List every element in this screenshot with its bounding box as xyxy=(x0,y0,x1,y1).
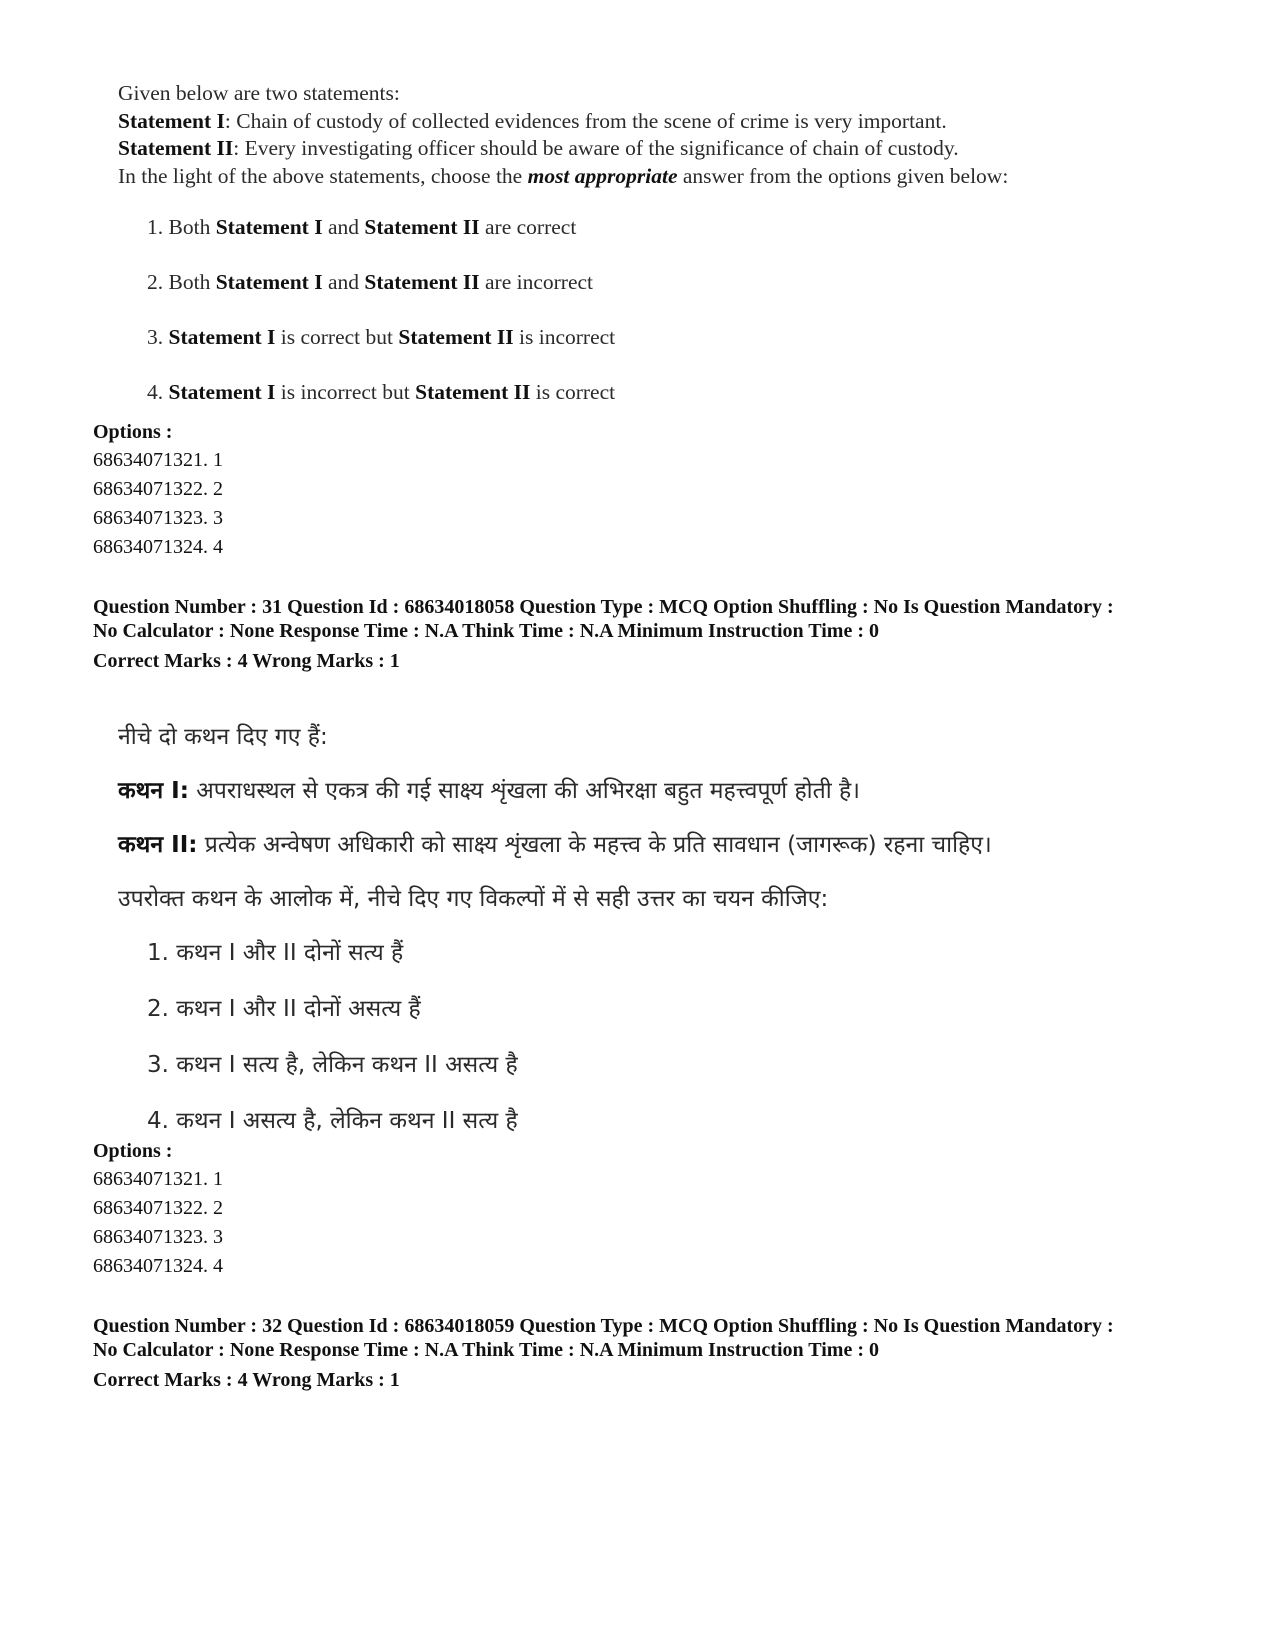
choice-text: is correct xyxy=(530,380,616,404)
choice-bold: Statement II xyxy=(415,380,531,404)
statement-2-text: : Every investigating officer should be aware of the significance of chain of custody. xyxy=(233,136,959,160)
choice-bold: Statement I xyxy=(168,380,276,404)
answer-choice-1 xyxy=(147,212,1198,267)
statement-1-label: Statement I xyxy=(118,108,225,133)
choice-bold: Statement II xyxy=(398,325,514,349)
choice-bold: Statement I xyxy=(215,215,323,239)
choice-text: and xyxy=(322,270,365,294)
options-header: Options : xyxy=(93,1140,173,1162)
answer-choice-1: 1. कथन I और II दोनों सत्य हैं xyxy=(147,940,404,966)
meta-line-2: No Calculator : None Response Time : N.A Think Time : N.A Minimum Instruction Time : 0 xyxy=(93,1339,879,1361)
instruction-emphasis: most appropriate xyxy=(527,163,678,188)
statement-1 xyxy=(118,108,1198,136)
option-row: 68634071323. 3 xyxy=(93,507,223,529)
choice-text: is incorrect but xyxy=(275,380,416,404)
choice-text: 2. Both xyxy=(147,270,216,294)
meta-line-1: Question Number : 32 Question Id : 68634018059 Question Type : MCQ Option Shuffling : No Is Question Mandatory : xyxy=(93,1315,1114,1337)
choice-text: is incorrect xyxy=(513,325,616,349)
answer-choice-4: 4. कथन I असत्य है, लेकिन कथन II सत्य है xyxy=(147,1108,518,1134)
statement-2-label: Statement II xyxy=(118,136,234,160)
choice-text: are correct xyxy=(479,215,577,239)
question-instruction xyxy=(118,163,1198,191)
option-row: 68634071324. 4 xyxy=(93,1255,223,1277)
choice-text: 3. xyxy=(147,325,169,349)
meta-line-1: Question Number : 31 Question Id : 68634018058 Question Type : MCQ Option Shuffling : No Is Question Mandatory : xyxy=(93,596,1114,618)
choice-text: are incorrect xyxy=(479,270,594,294)
choice-bold: Statement II xyxy=(364,215,480,239)
marks-line: Correct Marks : 4 Wrong Marks : 1 xyxy=(93,1369,400,1391)
answer-choice-3 xyxy=(147,322,1198,377)
option-row: 68634071321. 1 xyxy=(93,1168,223,1190)
question-30-english xyxy=(118,80,1198,432)
answer-choice-2 xyxy=(147,267,1198,322)
options-list-2 xyxy=(93,1137,223,1281)
meta-line-2: No Calculator : None Response Time : N.A Think Time : N.A Minimum Instruction Time : 0 xyxy=(93,620,879,642)
statement-1 xyxy=(118,774,1218,828)
instruction-pre: In the light of the above statements, choose the xyxy=(118,163,528,188)
question-32-meta xyxy=(93,1314,1243,1394)
question-intro: नीचे दो कथन दिए गए हैं: xyxy=(118,724,328,750)
choice-text: and xyxy=(322,215,365,239)
statement-2 xyxy=(118,828,1218,882)
choice-text: is correct but xyxy=(275,325,399,349)
question-intro: Given below are two statements: xyxy=(118,81,400,105)
choice-bold: Statement I xyxy=(168,325,276,349)
question-31-meta xyxy=(93,595,1243,675)
choice-text: 4. xyxy=(147,380,169,404)
statement-2 xyxy=(118,135,1198,163)
choice-bold: Statement I xyxy=(215,270,323,294)
options-header: Options : xyxy=(93,421,173,443)
question-instruction: उपरोक्त कथन के आलोक में, नीचे दिए गए विकल्पों में से सही उत्तर का चयन कीजिए: xyxy=(118,886,829,912)
answer-choices xyxy=(147,212,1198,432)
instruction-post: answer from the options given below: xyxy=(677,163,1009,188)
statement-1-label: कथन I: xyxy=(118,778,189,804)
statement-2-label: कथन II: xyxy=(118,832,198,858)
question-31-hindi xyxy=(118,720,1218,1160)
statement-1-text: : Chain of custody of collected evidences from the scene of crime is very important. xyxy=(224,108,947,133)
marks-line: Correct Marks : 4 Wrong Marks : 1 xyxy=(93,650,400,672)
choice-bold: Statement II xyxy=(364,270,480,294)
statement-1-text: अपराधस्थल से एकत्र की गई साक्ष्य शृंखला की अभिरक्षा बहुत महत्त्वपूर्ण होती है। xyxy=(188,778,860,804)
option-row: 68634071323. 3 xyxy=(93,1226,223,1248)
option-row: 68634071322. 2 xyxy=(93,1197,223,1219)
options-list-1 xyxy=(93,418,223,562)
statement-2-text: प्रत्येक अन्वेषण अधिकारी को साक्ष्य शृंखला के महत्त्व के प्रति सावधान (जागरूक) रहना चाहिए। xyxy=(197,832,992,858)
answer-choice-3: 3. कथन I सत्य है, लेकिन कथन II असत्य है xyxy=(147,1052,518,1078)
answer-choice-2: 2. कथन I और II दोनों असत्य हैं xyxy=(147,996,421,1022)
option-row: 68634071324. 4 xyxy=(93,536,223,558)
answer-choice-4 xyxy=(147,377,1198,432)
option-row: 68634071322. 2 xyxy=(93,478,223,500)
choice-text: 1. Both xyxy=(147,215,216,239)
option-row: 68634071321. 1 xyxy=(93,449,223,471)
